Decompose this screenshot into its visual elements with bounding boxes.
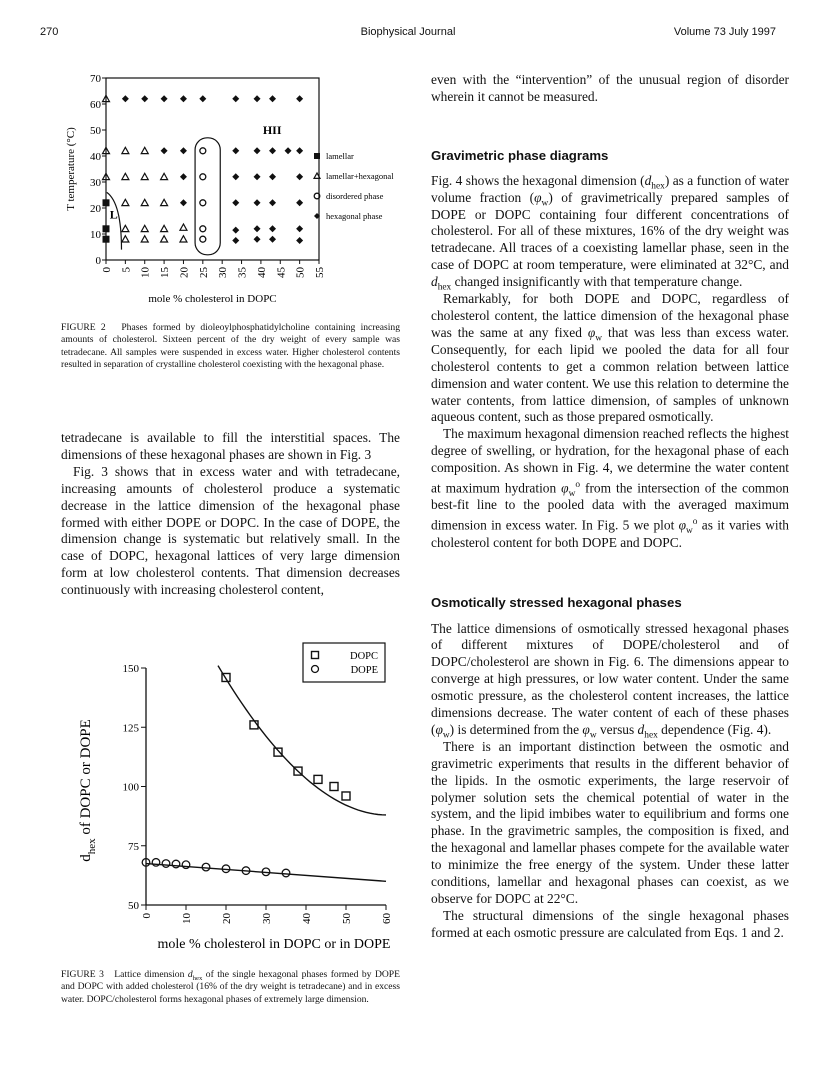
symbol-phi: φ <box>534 189 542 205</box>
symbol-d: d <box>644 172 652 188</box>
data-point-lamellar-hexagonal <box>122 147 129 153</box>
symbol-d: d <box>431 274 438 290</box>
x-tick-label: 25 <box>197 267 210 278</box>
data-point-lamellar-hexagonal <box>122 199 129 205</box>
y-axis-label: $d_{hex}$ of DOPC or DOPE <box>78 719 98 862</box>
x-tick-label: 20 <box>178 267 191 278</box>
symbol-w: w <box>589 730 597 741</box>
data-point-hexagonal-phase <box>180 173 187 180</box>
legend-box <box>303 643 385 682</box>
symbol-d: d <box>187 969 193 980</box>
plot-frame <box>106 78 319 260</box>
legend-label: DOPC <box>349 651 378 662</box>
symbol-phi: φ <box>587 324 596 340</box>
symbol-phi: φ <box>435 721 443 737</box>
text: dependence (Fig. 4). <box>657 721 772 737</box>
data-point-dopc <box>314 775 322 783</box>
data-point-hexagonal-phase <box>285 147 292 154</box>
figure-3-caption-label: FIGURE 3 <box>61 969 104 980</box>
data-point-hexagonal-phase <box>269 225 276 232</box>
data-point-hexagonal-phase <box>296 237 303 244</box>
y-tick-label: 40 <box>90 151 101 163</box>
paragraph: There is an important distinction between the osmotic and gravimetric experiments that results in the different behavior of the lipids. In the osmotic experiments, the large reservoir of polymer solution sets the chemical potential of water in the system, and the lipid imbibes water to equilibrium and forms one phase. In the gravimetric samples, the composition is fixed, and the hexagonal and lamellar phases compete for the available water to minimize the free energy of the system. Under these latter conditions, lamellar and hexagonal phases can coexist, as we observe for DOPC at 22°C. <box>431 738 789 906</box>
data-point-disordered-phase <box>200 226 206 232</box>
data-point-hexagonal-phase <box>180 147 187 154</box>
data-point-lamellar-hexagonal <box>141 199 148 205</box>
symbol-phi: φ <box>561 480 569 496</box>
text: as it varies with cholesterol content for both DOPE and DOPC. <box>431 517 790 550</box>
data-point-hexagonal-phase <box>232 173 239 180</box>
text: ) is determined from the <box>449 721 583 737</box>
volume-date: Volume 73 July 1997 <box>673 26 776 38</box>
data-point-hexagonal-phase <box>232 95 239 102</box>
data-point-lamellar-hexagonal <box>161 236 168 242</box>
y-tick-label: 50 <box>90 125 101 137</box>
text: Fig. 4 shows the hexagonal dimension ( <box>431 172 645 188</box>
x-axis-label: mole % cholesterol in DOPC or in DOPE <box>157 937 391 950</box>
caption-text: of the single hexagonal phases formed by DOPE and DOPC with added cholesterol (16% of the dry weight is tetradecane) and in excess water. DOPC/cholesterol forms hexagonal phases of extremely large dimension. <box>61 969 400 1005</box>
data-point-hexagonal-phase <box>269 173 276 180</box>
figure-3-caption <box>61 969 400 1006</box>
symbol-phi: φ <box>678 517 687 533</box>
text: changed insignificantly with that temperature change. <box>451 274 743 290</box>
y-axis-label: T temperature (°C) <box>65 127 77 211</box>
page-number: 270 <box>40 26 59 38</box>
x-tick-label: 30 <box>261 913 273 924</box>
symbol-hex: hex <box>437 282 452 293</box>
y-tick-label: 75 <box>128 840 139 853</box>
section-heading-gravimetric: Gravimetric phase diagrams <box>431 147 609 163</box>
y-tick-label: 100 <box>122 781 139 794</box>
symbol-hex: hex <box>651 181 665 192</box>
figure-3-chart <box>40 640 410 950</box>
data-point-hexagonal-phase <box>296 199 303 206</box>
x-tick-label: 40 <box>301 913 313 924</box>
data-point-hexagonal-phase <box>161 147 168 154</box>
data-point-lamellar-hexagonal <box>161 225 168 231</box>
data-point-hexagonal-phase <box>269 236 276 243</box>
paragraph: even with the “intervention” of the unusual region of disorder wherein it cannot be measured. <box>431 72 789 104</box>
data-point-hexagonal-phase <box>254 236 261 243</box>
data-point-lamellar <box>103 225 110 232</box>
x-tick-label: 40 <box>255 267 268 278</box>
left-column-text <box>61 430 400 599</box>
data-point-hexagonal-phase <box>161 95 168 102</box>
symbol-degree: o <box>575 480 581 491</box>
legend-label: lamellar <box>326 151 354 161</box>
right-column-text <box>431 72 789 942</box>
paragraph: The structural dimensions of the single hexagonal phases formed at each osmotic pressure are calculated from Eqs. 1 and 2. <box>431 907 789 940</box>
x-tick-label: 15 <box>159 267 172 278</box>
symbol-w: w <box>442 730 450 741</box>
text: from the intersection of the common best-fit line to the pooled data with the averaged maximum dimension in excess water. In Fig. 5 we plot <box>431 480 789 533</box>
data-point-hexagonal-phase <box>254 95 261 102</box>
text: The lattice dimensions of osmotically stressed hexagonal phases of different mixtures of DOPE/cholesterol and of DOPC/cholesterol are shown in Fig. 6. The dimensions appear to converge at high pressures, or low water content. Under the same osmotic pressure, as the cholesterol content increases, the lattice dimensions decrease. The water content of each of these phases ( <box>431 620 789 737</box>
x-tick-label: 35 <box>236 267 249 278</box>
data-point-disordered-phase <box>200 148 206 154</box>
figure-3-axes <box>78 663 393 950</box>
figure-2-caption-label: FIGURE 2 <box>61 322 106 333</box>
caption-text: Lattice dimension <box>114 969 188 980</box>
data-point-hexagonal-phase <box>254 173 261 180</box>
paragraph <box>431 291 789 426</box>
data-point-hexagonal-phase <box>296 225 303 232</box>
data-point-hexagonal-phase <box>199 95 206 102</box>
x-tick-label: 60 <box>381 913 393 924</box>
x-axis-label: mole % cholesterol in DOPC <box>148 293 277 305</box>
legend-label: lamellar+hexagonal <box>326 171 394 181</box>
x-tick-label: 0 <box>101 267 113 273</box>
data-point-hexagonal-phase <box>269 95 276 102</box>
x-tick-label: 55 <box>314 267 326 278</box>
text: The maximum hexagonal dimension reached reflects the highest degree of swelling, or hydration, for the hexagonal phase of each composition. As shown in Fig. 4, we determine the water content at maximum hydration <box>431 426 789 496</box>
data-point-dopc <box>342 792 350 800</box>
x-tick-label: 20 <box>221 913 233 924</box>
figure-2-legend <box>314 151 394 221</box>
data-point-hexagonal-phase <box>254 225 261 232</box>
x-tick-label: 5 <box>120 267 133 273</box>
paragraph <box>431 426 789 551</box>
figure-2-phase-diagram <box>30 70 420 310</box>
data-point-lamellar-hexagonal <box>122 225 129 231</box>
paragraph <box>431 173 789 291</box>
data-point-lamellar-hexagonal <box>141 225 148 231</box>
legend-label: DOPE <box>350 665 378 676</box>
hexagonal-region-label: HII <box>262 123 282 137</box>
y-tick-label: 70 <box>90 73 101 85</box>
symbol-degree: o <box>692 517 698 528</box>
page-header <box>40 26 776 42</box>
data-point-lamellar-hexagonal <box>122 173 129 179</box>
text: Remarkably, for both DOPE and DOPC, regardless of cholesterol content, the lattice dimension of the hexagonal phase was the same at any fixed <box>431 291 789 340</box>
data-point-hexagonal-phase <box>296 147 303 154</box>
paragraph: tetradecane is available to fill the interstitial spaces. The dimensions of these hexagonal phases are shown in Fig. 3 <box>61 430 400 462</box>
data-point-hexagonal-phase <box>232 147 239 154</box>
y-tick-label: 10 <box>90 229 101 241</box>
section-heading-osmotic: Osmotically stressed hexagonal phases <box>431 594 682 610</box>
symbol-w: w <box>595 333 603 344</box>
data-point-lamellar-hexagonal <box>122 236 129 242</box>
symbol-phi: φ <box>582 721 590 737</box>
data-point-dope <box>152 859 160 867</box>
data-point-lamellar-hexagonal <box>141 173 148 179</box>
symbol-d: d <box>637 721 645 737</box>
figure-3-points <box>142 673 350 876</box>
text: that was less than excess water. Consequently, for each lipid we pooled the data for all four cholesterol contents to get a common relation between lattice dimension and water content. We use this relation to determine the water contents, from lattice dimension, of samples of unknown aqueous content, such as those prepared osmotically. <box>431 324 789 425</box>
y-tick-label: 0 <box>95 255 101 267</box>
data-point-dopc <box>330 783 338 791</box>
data-point-disordered-phase <box>200 200 206 206</box>
symbol-hex: hex <box>644 730 658 741</box>
y-tick-label: 150 <box>122 663 139 675</box>
data-point-lamellar-hexagonal <box>161 199 168 205</box>
y-tick-label: 60 <box>90 99 101 111</box>
figure-3-legend <box>303 643 385 682</box>
data-point-hexagonal-phase <box>269 147 276 154</box>
data-point-dope <box>162 860 170 868</box>
journal-title: Biophysical Journal <box>360 26 456 38</box>
figure-2-caption-text: Phases formed by dioleoylphosphatidylcholine containing increasing amounts of cholesterol. Sixteen percent of the dry weight of every sample was tetradecane. All samples were suspended in excess water. Higher cholesterol contents resulted in separation of crystalline cholesterol coexisting with the hexagonal phase. <box>61 322 400 370</box>
data-point-dope <box>182 861 190 869</box>
data-point-hexagonal-phase <box>232 199 239 206</box>
figure-2-axes <box>65 73 326 305</box>
data-point-hexagonal-phase <box>269 199 276 206</box>
data-point-hexagonal-phase <box>232 237 239 244</box>
data-point-hexagonal-phase <box>141 95 148 102</box>
data-point-hexagonal-phase <box>296 95 303 102</box>
legend-label: disordered phase <box>326 191 384 201</box>
x-tick-label: 50 <box>294 267 307 278</box>
legend-marker <box>314 153 320 159</box>
x-tick-label: 50 <box>341 913 353 924</box>
y-tick-label: 125 <box>122 722 139 735</box>
text: versus <box>596 721 638 737</box>
data-point-hexagonal-phase <box>122 95 129 102</box>
data-point-lamellar-hexagonal <box>141 236 148 242</box>
symbol-w: w <box>541 198 549 209</box>
data-point-lamellar-hexagonal <box>141 147 148 153</box>
lamellar-region-label: L <box>109 207 118 222</box>
text: ) as a function of water volume fraction ( <box>431 172 789 205</box>
y-tick-label: 50 <box>128 900 139 912</box>
data-point-lamellar-hexagonal <box>161 173 168 179</box>
data-point-hexagonal-phase <box>180 199 187 206</box>
x-tick-label: 30 <box>217 267 230 278</box>
paragraph: Fig. 3 shows that in excess water and with tetradecane, increasing amounts of cholesterol produce a systematic decrease in the lattice dimension of the hexagonal phase formed with either DOPE or DOPC. In the case of DOPE, the dimension change is systematic but relatively small. In the case of DOPC, hexagonal lattices of very large dimension form at low cholesterol contents. That dimension decreases continuously with increasing cholesterol content, <box>61 463 400 598</box>
data-point-lamellar-hexagonal <box>180 224 187 230</box>
data-point-hexagonal-phase <box>232 227 239 234</box>
x-tick-label: 45 <box>275 267 288 278</box>
text: ) of gravimetrically prepared samples of DOPE or DOPC containing four different concentrations of cholesterol. For all of these mixtures, 16% of the dry weight was tetradecane. All traces of a coexisting lamellar phase, seen in the case of DOPC at room temperature, were eliminated at 32°C, and <box>431 189 789 273</box>
legend-label: hexagonal phase <box>326 211 383 221</box>
symbol-hex: hex <box>192 974 203 982</box>
data-point-lamellar <box>103 236 110 243</box>
data-point-hexagonal-phase <box>254 199 261 206</box>
x-tick-label: 10 <box>181 913 193 924</box>
data-point-hexagonal-phase <box>180 95 187 102</box>
data-point-dope <box>172 860 180 868</box>
x-tick-label: 10 <box>139 267 152 278</box>
x-tick-label: 0 <box>141 913 153 919</box>
paragraph <box>431 621 789 739</box>
figure-2-caption <box>61 322 400 371</box>
data-point-disordered-phase <box>200 236 206 242</box>
data-point-lamellar <box>103 199 110 206</box>
data-point-hexagonal-phase <box>254 147 261 154</box>
disordered-region-outline <box>195 138 220 255</box>
symbol-w: w <box>686 526 693 537</box>
data-point-lamellar-hexagonal <box>180 236 187 242</box>
figure-2-points <box>103 95 304 244</box>
symbol-w: w <box>568 489 576 500</box>
data-point-disordered-phase <box>200 174 206 180</box>
y-tick-label: 30 <box>90 177 101 189</box>
data-point-hexagonal-phase <box>296 173 303 180</box>
dopc-fit-line <box>218 666 386 815</box>
y-tick-label: 20 <box>90 203 101 215</box>
